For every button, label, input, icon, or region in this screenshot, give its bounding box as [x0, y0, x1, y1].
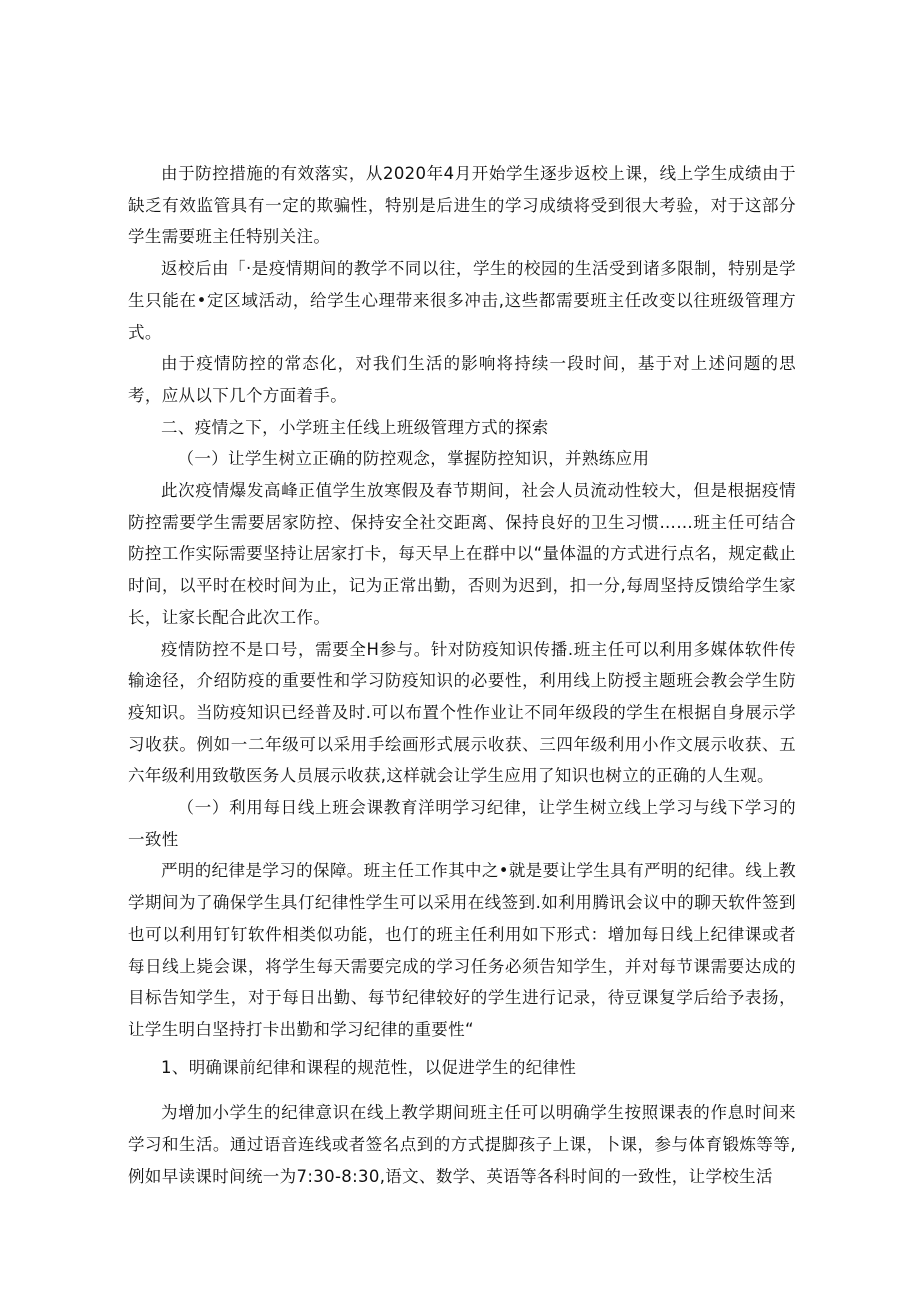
paragraph-home-checkin: 此次疫情爆发高峰正值学生放寒假及春节期间，社会人员流动性较大，但是根据疫情防控需要学生需要居家防控、保持安全社交距离、保持良好的卫生习惯……班主任可结合防控工作实际需要坚持让居家打卡，每天早上在群中以“量体温的方式进行点名，规定截止时间，以平时在校时间为止，记为正常出勤，否则为迟到，扣一分,每周坚持反馈给学生家长，让家长配合此次工作。 — [128, 481, 796, 627]
paragraph-discipline: 严明的纪律是学习的保障。班主任工作其中之•就是要让学生具有严明的纪律。线上教学期间为了确保学生具仃纪律性学生可以采用在线签到.如利用腾讯会议中的聊天软件签到也可以利用钉钉软件相类似功能，也仃的班主任利用如下形式：增加每日线上纪律课或者每日线上毙会课，将学生每天需要完成的学习任务必须告知学生，并对每节课需要达成的目标告知学生，对于每日出勤、每节纪律较好的学生进行记录，待豆课复学后给予表扬，让学生明白坚持打卡出勤和学习纪律的重要性“ — [128, 861, 796, 1039]
numbered-heading-class-rules: 1、明确课前纪律和课程的规范性，以促进学生的纪律性 — [161, 1057, 577, 1077]
document-body — [128, 158, 796, 1193]
subsection-heading-discipline: （一）利用每日线上班会课教育洋明学习纪律，让学生树立线上学习与线下学习的一致性 — [128, 798, 796, 849]
paragraph-online-grades: 由于防控措施的有效落实，从2020年4月开始学生逐步返校上课，线上学生成绩由于缺乏有效监管具有一定的欺骗性，特别是后进生的学习成绩将受到很大考验，对于这部分学生需要班主任特别关注。 — [128, 164, 796, 247]
section-heading-two: 二、疫情之下，小学班主任线上班级管理方式的探索 — [161, 417, 549, 437]
paragraph-campus-restrictions: 返校后由「·是疫情期间的教学不同以往，学生的校园的生活受到诸多限制，特别是学生只能在•定区域活动，给学生心理带来很多冲击,这些都需要班主任改变以往班级管理方式。 — [128, 259, 796, 342]
paragraph-prevention-knowledge: 疫情防控不是口号，需要全H参与。针对防疫知识传播.班主任可以利用多媒体软件传输途径，介绍防疫的重要性和学习防疫知识的必要性，利用线上防授主题班会教会学生防疫知识。当防疫知识已经普及时.可以布置个性作业让不同年级段的学生在根据自身展示学习收获。例如一二年级可以采用手绘画形式展示收获、三四年级利用小作文展示收获、五六年级利用致敬医务人员展示收获,这样就会让学生应用了知识也树立的正确的人生观。 — [128, 639, 796, 786]
subsection-heading-prevention: （一）让学生树立正确的防控观念，掌握防控知识，并熟练应用 — [177, 449, 650, 469]
paragraph-schedule: 为增加小学生的纪律意识在线上教学期间班主任可以明确学生按照课表的作息时间来学习和生活。通过语音连线或者签名点到的方式提脚孩子上课，卜课，参与体育锻炼等等,例如早读课时间统一为7:30-8:30,语文、数学、英语等各科时间的一致性，让学校生活 — [128, 1103, 796, 1186]
paragraph-normalization: 由于疫情防控的常态化，对我们生活的影响将持续一段时间，基于对上述问题的思考，应从以下几个方面着手。 — [128, 354, 796, 405]
